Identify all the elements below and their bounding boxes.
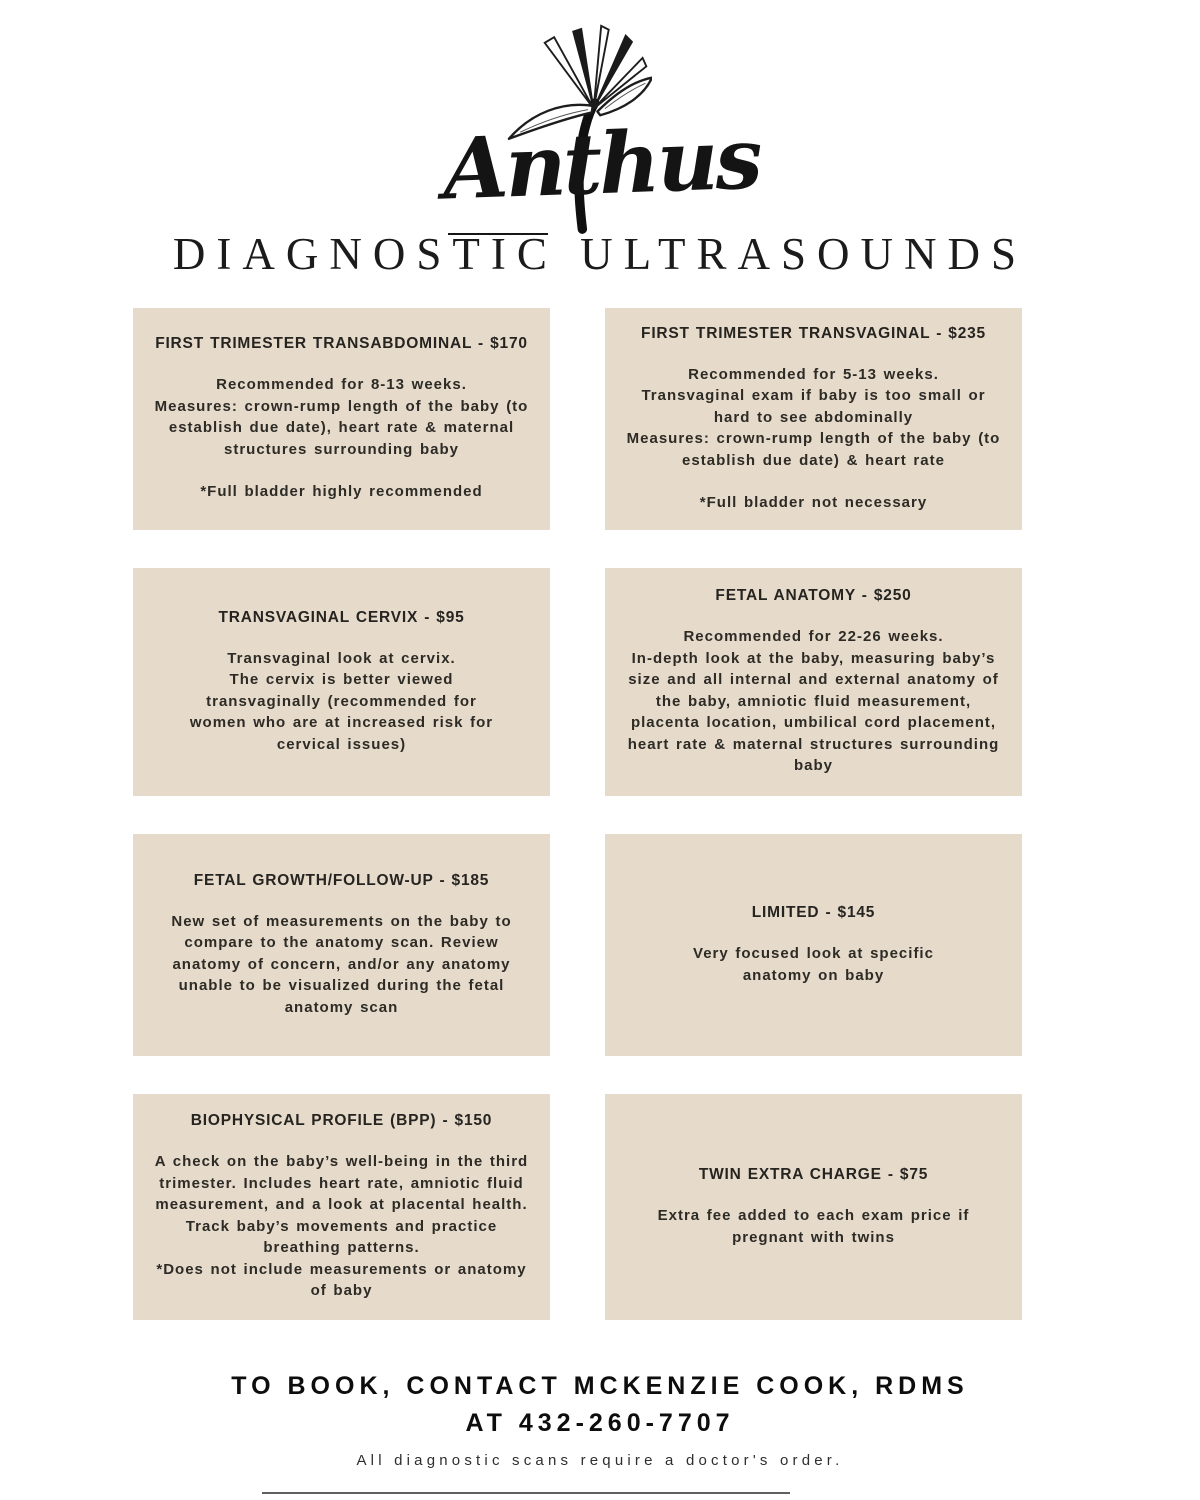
service-card-twin-extra-charge: [605, 1094, 1022, 1320]
service-card-limited: [605, 834, 1022, 1056]
card-title: LIMITED - $145: [751, 904, 876, 921]
card-body: [623, 626, 1004, 777]
card-body-line: A check on the baby’s well-being in the third trimester. Includes heart rate, amniotic fluid measurement, and a look at placental health. Track baby’s movements and practice breathing patterns.: [154, 1153, 529, 1257]
card-body-line: The cervix is better viewed transvaginally (recommended for women who are at increased risk for cervical issues): [189, 671, 494, 753]
card-body-line: New set of measurements on the baby to compare to the anatomy scan. Review anatomy of concern, and/or any anatomy unable to be visualized during the fetal anatomy scan: [171, 912, 512, 1016]
card-body: [634, 1205, 994, 1248]
card-body-line: Extra fee added to each exam price if pregnant with twins: [657, 1207, 970, 1246]
booking-contact-phone: AT 432-260-7707: [465, 1409, 735, 1437]
card-body: [177, 648, 507, 756]
card-note: *Full bladder not necessary: [699, 494, 928, 511]
service-card-biophysical-profile: [133, 1094, 550, 1320]
service-card-transvaginal-cervix: [133, 568, 550, 796]
card-body-line: Recommended for 22-26 weeks.: [683, 628, 944, 646]
card-title: FIRST TRIMESTER TRANSVAGINAL - $235: [641, 324, 986, 342]
card-title: TWIN EXTRA CHARGE - $75: [698, 1166, 929, 1183]
card-title: TRANSVAGINAL CERVIX - $95: [218, 608, 465, 626]
card-note: *Full bladder highly recommended: [200, 483, 483, 501]
header: [0, 0, 1200, 300]
bottom-divider-rule: [262, 1492, 790, 1494]
card-body: [623, 364, 1004, 472]
card-body: [151, 911, 532, 1019]
service-card-first-trimester-transvaginal: [605, 308, 1022, 530]
card-body-line: *Does not include measurements or anatomy of baby: [156, 1260, 527, 1300]
card-title: FETAL ANATOMY - $250: [715, 587, 912, 605]
anthus-logo-script: Anthus: [441, 108, 762, 219]
card-body-line: In-depth look at the baby, measuring baby’s size and all internal and external anatomy of the baby, amniotic fluid measurement, placenta location, umbilical cord placement, heart rate & maternal structures surrounding baby: [627, 649, 1000, 775]
card-body-line: Transvaginal look at cervix.: [227, 649, 456, 667]
card-body-line: Very focused look at specific anatomy on baby: [693, 945, 934, 984]
card-body-line: Recommended for 5-13 weeks.: [688, 365, 939, 383]
services-grid: [133, 308, 1022, 1320]
card-title: BIOPHYSICAL PROFILE (BPP) - $150: [190, 1112, 493, 1130]
card-body-line: Recommended for 8-13 weeks.: [216, 376, 467, 394]
card-body: [659, 943, 969, 986]
card-body-line: Measures: crown-rump length of the baby (to establish due date), heart rate & maternal structures surrounding baby: [154, 397, 529, 458]
service-card-fetal-anatomy: [605, 568, 1022, 796]
card-title: FIRST TRIMESTER TRANSABDOMINAL - $170: [155, 335, 528, 353]
card-body-line: Measures: crown-rump length of the baby (to establish due date) & heart rate: [626, 430, 1001, 469]
booking-contact-line1: TO BOOK, CONTACT MCKENZIE COOK, RDMS: [231, 1372, 969, 1400]
card-body: [151, 374, 532, 460]
service-card-fetal-growth-follow-up: [133, 834, 550, 1056]
booking-contact: [0, 1368, 1200, 1442]
doctors-order-disclaimer: All diagnostic scans require a doctor's order.: [356, 1452, 844, 1469]
card-title: FETAL GROWTH/FOLLOW-UP - $185: [193, 871, 490, 889]
page-title: DIAGNOSTIC ULTRASOUNDS: [172, 229, 1028, 279]
card-body: [151, 1151, 532, 1302]
service-card-first-trimester-transabdominal: [133, 308, 550, 530]
card-body-line: Transvaginal exam if baby is too small or hard to see abdominally: [641, 387, 986, 426]
